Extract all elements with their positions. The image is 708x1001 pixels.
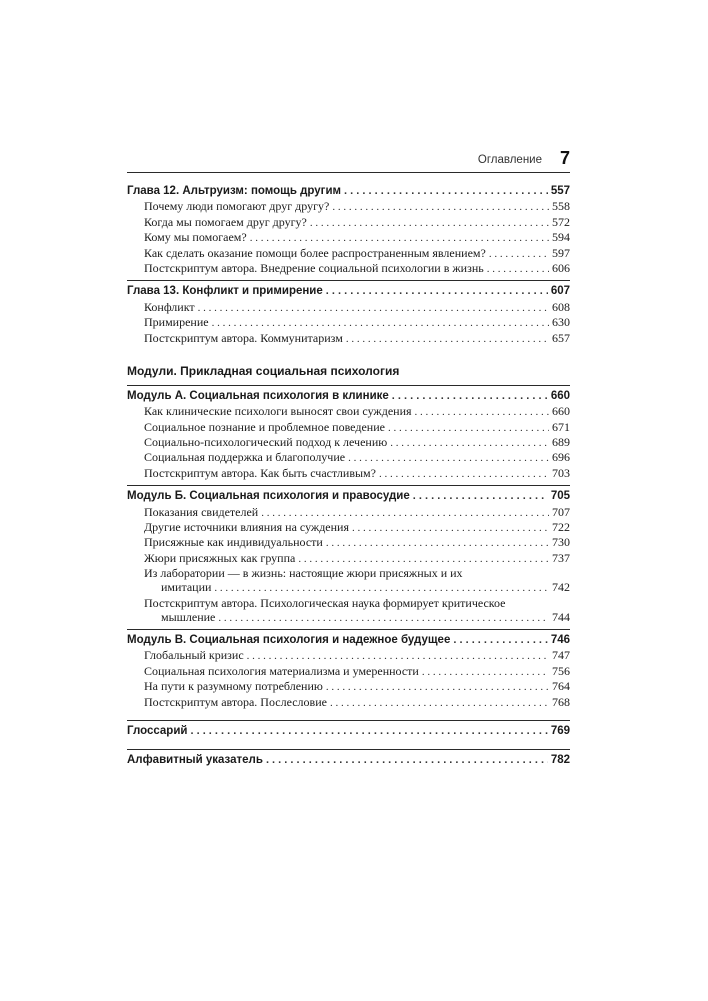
toc-leader <box>413 489 548 504</box>
toc-item[interactable] <box>127 664 570 679</box>
toc-entry-title: Модуль Б. Социальная психология и правосудие <box>127 490 410 503</box>
toc-entry-line2 <box>127 610 570 625</box>
toc-leader <box>218 611 549 625</box>
toc-entry-title: Модуль В. Социальная психология и надежное будущее <box>127 634 451 647</box>
toc-leader <box>310 216 549 231</box>
toc-entry-page: 558 <box>552 199 570 214</box>
toc-entry-title: Глобальный кризис <box>144 648 244 663</box>
toc-entry-line2 <box>127 580 570 595</box>
toc-chapter-13[interactable] <box>127 280 570 299</box>
toc-entry-title: Глава 12. Альтруизм: помощь другим <box>127 185 342 197</box>
toc-entry-page: 746 <box>550 634 570 647</box>
table-of-contents <box>127 184 570 769</box>
toc-leader <box>390 436 549 451</box>
toc-entry-page: 768 <box>552 694 570 709</box>
toc-entry-title: Социально-психологический подход к лечению <box>144 435 388 450</box>
toc-entry-title: Другие источники влияния на суждения <box>144 520 349 535</box>
toc-leader <box>214 581 549 595</box>
toc-entry-page: 756 <box>552 663 570 678</box>
toc-leader <box>261 506 549 521</box>
modules-heading: Модули. Прикладная социальная психология <box>127 363 400 378</box>
toc-entry-page: 572 <box>552 214 570 229</box>
toc-entry-title: Глава 13. Конфликт и примирение <box>127 285 323 298</box>
toc-entry-page: 671 <box>552 419 570 434</box>
toc-index[interactable] <box>127 749 570 768</box>
toc-entry-page: 660 <box>550 389 570 402</box>
toc-item[interactable] <box>127 520 570 535</box>
toc-entry-title: Как сделать оказание помощи более распространенным явлением? <box>144 245 486 260</box>
toc-entry-title: Примирение <box>144 315 209 330</box>
toc-item[interactable] <box>127 261 570 276</box>
toc-leader <box>266 753 548 768</box>
toc-leader <box>379 467 549 482</box>
toc-item[interactable] <box>127 331 570 346</box>
page-number: 7 <box>559 148 570 168</box>
toc-entry-title: Глоссарий <box>127 724 188 737</box>
toc-leader <box>250 231 549 246</box>
toc-entry-title-line2: мышление <box>161 609 216 624</box>
toc-item[interactable] <box>127 300 570 315</box>
toc-item[interactable] <box>127 315 570 330</box>
toc-entry-title: Показания свидетелей <box>144 504 259 519</box>
toc-entry-title: Присяжные как индивидуальности <box>144 535 323 550</box>
toc-leader <box>348 451 549 466</box>
toc-entry-title: Как клинические психологи выносят свои суждения <box>144 404 412 419</box>
toc-entry-page: 696 <box>552 450 570 465</box>
toc-entry-page: 557 <box>550 185 570 197</box>
toc-leader <box>415 405 549 420</box>
toc-leader <box>388 421 549 436</box>
toc-entry-page: 606 <box>552 260 570 275</box>
toc-entry-title: Социальная поддержка и благополучие <box>144 450 346 465</box>
toc-leader <box>352 521 549 536</box>
toc-entry-title: Постскриптум автора. Как быть счастливым? <box>144 465 376 480</box>
toc-leader <box>453 633 547 648</box>
toc-leader <box>332 200 549 215</box>
toc-entry-page: 782 <box>550 754 570 767</box>
toc-leader <box>344 184 548 199</box>
toc-entry-page: 742 <box>552 580 570 595</box>
toc-entry-page: 703 <box>552 465 570 480</box>
toc-leader <box>330 696 549 711</box>
toc-entry-title: Конфликт <box>144 299 195 314</box>
toc-chapter-12[interactable] <box>127 184 570 199</box>
toc-item[interactable] <box>127 420 570 435</box>
toc-entry-title: Почему люди помогают друг другу? <box>144 199 330 214</box>
toc-entry-page: 607 <box>550 285 570 298</box>
toc-entry-page: 594 <box>552 230 570 245</box>
toc-item-multiline[interactable] <box>127 596 570 625</box>
toc-item[interactable] <box>127 648 570 663</box>
toc-leader <box>298 552 549 567</box>
toc-entry-page: 737 <box>552 550 570 565</box>
toc-leader <box>326 284 548 299</box>
toc-entry-title: Социальное познание и проблемное поведение <box>144 419 385 434</box>
toc-entry-title-line1: Из лаборатории — в жизнь: настоящие жюри присяжных и их <box>144 566 463 581</box>
toc-item[interactable] <box>127 551 570 566</box>
toc-leader <box>212 316 549 331</box>
toc-leader <box>198 301 549 316</box>
toc-leader <box>247 649 549 664</box>
toc-entry-page: 764 <box>552 679 570 694</box>
toc-leader <box>489 247 549 262</box>
toc-module-v[interactable] <box>127 629 570 648</box>
toc-entry-page: 657 <box>552 330 570 345</box>
toc-item[interactable] <box>127 466 570 481</box>
toc-entry-page: 747 <box>552 648 570 663</box>
toc-entry-page: 707 <box>552 504 570 519</box>
toc-entry-page: 689 <box>552 435 570 450</box>
toc-item[interactable] <box>127 246 570 261</box>
toc-entry-title-line1: Постскриптум автора. Психологическая наука формирует критическое <box>144 595 506 610</box>
toc-entry-title: Социальная психология материализма и умеренности <box>144 663 419 678</box>
toc-item-multiline[interactable] <box>127 566 570 595</box>
toc-leader <box>326 680 549 695</box>
toc-entry-page: 705 <box>550 490 570 503</box>
toc-entry-title: Постскриптум автора. Послесловие <box>144 694 327 709</box>
toc-item[interactable] <box>127 435 570 450</box>
toc-entry-page: 660 <box>552 404 570 419</box>
toc-entry-page: 630 <box>552 315 570 330</box>
toc-entry-title: Жюри присяжных как группа <box>144 550 296 565</box>
toc-item[interactable] <box>127 535 570 550</box>
toc-module-b[interactable] <box>127 485 570 504</box>
toc-entry-page: 722 <box>552 520 570 535</box>
toc-module-a[interactable] <box>127 385 570 404</box>
toc-leader <box>487 262 549 277</box>
toc-entry-title: Когда мы помогаем друг другу? <box>144 214 307 229</box>
toc-item[interactable] <box>127 199 570 214</box>
header-title: Оглавление <box>477 154 542 166</box>
toc-entry-page: 744 <box>552 609 570 624</box>
toc-entry-title-line2: имитации <box>161 580 212 595</box>
toc-entry-page: 597 <box>552 245 570 260</box>
toc-item[interactable] <box>127 695 570 710</box>
toc-item[interactable] <box>127 215 570 230</box>
toc-entry-page: 608 <box>552 299 570 314</box>
toc-entry-title: Постскриптум автора. Коммунитаризм <box>144 330 343 345</box>
toc-leader <box>190 724 547 739</box>
toc-entry-page: 730 <box>552 535 570 550</box>
toc-glossary[interactable] <box>127 720 570 739</box>
toc-item[interactable] <box>127 230 570 245</box>
toc-item[interactable] <box>127 450 570 465</box>
toc-item[interactable] <box>127 679 570 694</box>
toc-leader <box>346 332 549 347</box>
toc-item[interactable] <box>127 404 570 419</box>
toc-entry-title: Постскриптум автора. Внедрение социальной психологии в жизнь <box>144 260 484 275</box>
toc-leader <box>326 536 549 551</box>
toc-leader <box>422 665 549 680</box>
toc-entry-title: Кому мы помогаем? <box>144 230 247 245</box>
toc-entry-page: 769 <box>550 724 570 737</box>
toc-entry-title: Алфавитный указатель <box>127 754 263 767</box>
running-header <box>127 148 570 173</box>
toc-leader <box>392 389 548 404</box>
toc-entry-title: Модуль А. Социальная психология в клинике <box>127 389 389 402</box>
toc-item[interactable] <box>127 505 570 520</box>
toc-entry-title: На пути к разумному потреблению <box>144 679 323 694</box>
